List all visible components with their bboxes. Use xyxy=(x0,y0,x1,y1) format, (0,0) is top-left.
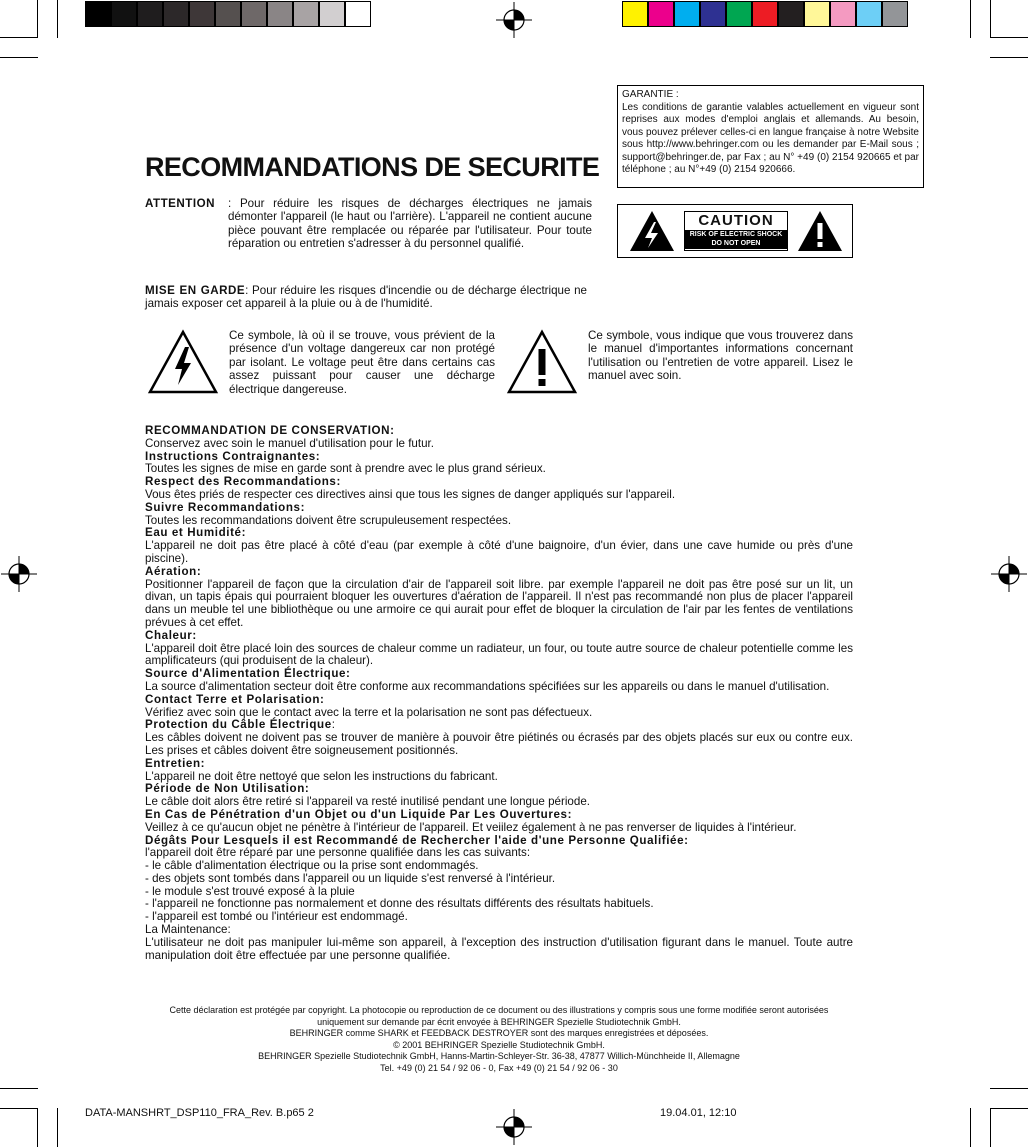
registration-mark-top-icon xyxy=(496,2,532,38)
color-swatch xyxy=(778,1,804,27)
color-swatch xyxy=(111,1,137,27)
section-text: Conservez avec soin le manuel d'utilisation pour le futur. xyxy=(145,436,434,450)
registration-mark-left-icon xyxy=(1,556,37,592)
section-heading: Période de Non Utilisation: xyxy=(145,782,310,796)
section-text: Positionner l'appareil de façon que la circulation d'air de l'appareil soit libre. par exemple l'appareil ne doit pas être posé sur un lit, un divan, un tapis épais qui pourraient bloquer les ouvertures d'aération de l'appareil. Il n'est pas recommandé non plus de placer l'appareil dans un meuble tel une bibliothèque ou une armoire ce qui aurait pour effet de bloquer la circulation de l'air par les fentes de ventilations prévues à cet effet. xyxy=(145,577,853,629)
caution-text-box xyxy=(684,211,788,251)
list-item: - des objets sont tombés dans l'appareil ou un liquide s'est renversé à l'intérieur. xyxy=(145,871,556,885)
section-text: Toutes les signes de mise en garde sont à prendre avec le plus grand sérieux. xyxy=(145,462,546,476)
color-swatch xyxy=(267,1,293,27)
color-swatch xyxy=(648,1,674,27)
section-heading: Aération: xyxy=(145,564,202,578)
caution-title: CAUTION xyxy=(698,212,774,229)
section-heading: Chaleur: xyxy=(145,628,197,642)
registration-mark-bottom-icon xyxy=(496,1109,532,1145)
section-text: Veillez à ce qu'aucun objet ne pénètre à l'intérieur de l'appareil. Et veiilez également à ne pas renverser de liquides à l'intérieur. xyxy=(145,820,797,834)
color-swatch xyxy=(882,1,908,27)
exclamation-triangle-icon xyxy=(796,209,844,253)
color-swatch xyxy=(622,1,648,27)
mise-en-garde-label: MISE EN GARDE xyxy=(145,284,246,297)
caution-label xyxy=(617,204,853,258)
mise-en-garde-text: : Pour réduire les risques d'incendie ou de décharge électrique ne jamais exposer cet appareil à la pluie ou à de l'humidité. xyxy=(145,284,588,311)
file-slug: DATA-MANSHRT_DSP110_FRA_Rev. B.p65 2 xyxy=(85,1107,314,1119)
footer-line: Cette déclaration est protégée par copyright. La photocopie ou reproduction de ce document ou des illustrations y compris sous une forme modifiée seront autorisées uniquement sur demande par écrit envoyée à BEHRINGER Spezielle Studiotechnik GmbH. xyxy=(169,1005,829,1027)
section-text: Les câbles doivent ne doivent pas se trouver de manière à pouvoir être piétinés ou écrasés par des objets placés sur eux ou contre eux. Les prises et câbles doivent être soigneusement positionnés. xyxy=(145,731,853,757)
warranty-heading: GARANTIE : xyxy=(622,89,679,100)
maintenance-heading: La Maintenance: xyxy=(145,923,231,937)
color-swatch xyxy=(189,1,215,27)
caution-line-1: RISK OF ELECTRIC SHOCK xyxy=(689,231,783,238)
color-swatch xyxy=(345,1,371,27)
attention-label: ATTENTION xyxy=(145,197,215,210)
copyright-footer xyxy=(145,1005,853,1075)
lightning-symbol-text: Ce symbole, là où il se trouve, vous prévient de la présence d'un voltage dangereux car non protégé par isolant. Le voltage peut être dans certains cas assez puissant pour causer une décharge électrique dangereuse. xyxy=(229,329,495,396)
color-swatch xyxy=(752,1,778,27)
section-heading: En Cas de Pénétration d'un Objet ou d'un Liquide Par Les Ouvertures: xyxy=(145,807,573,821)
gray-calibration-bar xyxy=(85,1,371,27)
footer-line: BEHRINGER Spezielle Studiotechnik GmbH, Hanns-Martin-Schleyer-Str. 36-38, 47877 Willich-Münchheide II, Allemagne xyxy=(258,1051,740,1062)
color-swatch xyxy=(726,1,752,27)
section-heading: Dégâts Pour Lesquels il est Recommandé de Rechercher l'aide d'une Personne Qualifiée: xyxy=(145,833,689,847)
section-heading: Suivre Recommandations: xyxy=(145,500,306,514)
exclamation-symbol-icon xyxy=(506,329,578,395)
footer-line: BEHRINGER comme SHARK et FEEDBACK DESTROYER sont des marques enregistrées et déposées. xyxy=(289,1028,709,1039)
lightning-triangle-icon xyxy=(628,209,676,253)
safety-sections xyxy=(145,425,853,962)
color-swatch xyxy=(856,1,882,27)
maintenance-text: L'utilisateur ne doit pas manipuler lui-même son appareil, à l'exception des instruction d'utilisation figurant dans le manuel. Toute autre manipulation doit être effectuée par une personne qualifiée. xyxy=(145,935,853,962)
section-text: La source d'alimentation secteur doit être conforme aux recommandations spécifiées sur les appareils ou dans le manuel d'utilisation. xyxy=(145,679,830,693)
section-text: Vérifiez avec soin que le contact avec la terre et la polarisation ne sont pas défectueux. xyxy=(145,705,593,719)
section-heading: Instructions Contraignantes: xyxy=(145,449,321,463)
section-text: Toutes les recommandations doivent être scrupuleusement respectées. xyxy=(145,513,512,527)
section-text: Vous êtes priés de respecter ces directives ainsi que tous les signes de danger appliqués sur l'appareil. xyxy=(145,487,676,501)
color-swatch xyxy=(85,1,111,27)
footer-line: Tel. +49 (0) 21 54 / 92 06 - 0, Fax +49 (0) 21 54 / 92 06 - 30 xyxy=(380,1062,618,1073)
color-swatch xyxy=(319,1,345,27)
section-text: Le câble doit alors être retiré si l'appareil va resté inutilisé pendant une longue période. xyxy=(145,795,590,809)
section-heading: Eau et Humidité: xyxy=(145,526,247,540)
color-swatch xyxy=(215,1,241,27)
attention-paragraph xyxy=(145,197,592,251)
list-item: - l'appareil est tombé ou l'intérieur est endommagé. xyxy=(145,910,408,924)
section-heading: Source d'Alimentation Électrique: xyxy=(145,667,351,681)
color-swatch xyxy=(241,1,267,27)
section-heading: Entretien: xyxy=(145,756,206,770)
section-text: L'appareil ne doit pas être placé à côté d'eau (par exemple à côté d'une baignoire, d'un évier, dans une cave humide ou près d'une piscine). xyxy=(145,539,853,565)
color-swatch xyxy=(293,1,319,27)
warranty-text: Les conditions de garantie valables actuellement en vigueur sont reprises aux modes d'emploi anglais et allemands. Au besoin, vous pouvez prélever celles-ci en langue française à notre Website sous http://www.behringer.com ou les demander par E-Mail sous ; support@behringer.de, par Fax ; au N° +49 (0) 2154 920665 et par téléphone ; au N°+49 (0) 2154 920666. xyxy=(622,101,919,175)
section-text: L'appareil doit être placé loin des sources de chaleur comme un radiateur, un four, ou toute autre source de chaleur potentielle comme les amplificateurs (qui produisent de la chaleur). xyxy=(145,641,853,668)
color-swatch xyxy=(830,1,856,27)
color-swatch xyxy=(137,1,163,27)
caution-line-2: DO NOT OPEN xyxy=(711,240,761,247)
list-item: - le câble d'alimentation électrique ou la prise sont endommagés. xyxy=(145,859,479,873)
section-heading: Contact Terre et Polarisation: xyxy=(145,692,325,706)
color-swatch xyxy=(700,1,726,27)
attention-text: : Pour réduire les risques de décharges électriques ne jamais démonter l'appareil (le haut ou l'arrière). L'appareil ne contient aucune pièce pouvant être remplacée ou réparée par l'utilisateur. Pour toute réparation ou entretien s'adresser à du personnel qualifié. xyxy=(228,197,592,251)
lightning-symbol-icon xyxy=(147,329,219,395)
mise-en-garde-paragraph xyxy=(145,284,587,311)
registration-mark-right-icon xyxy=(991,556,1027,592)
color-swatch xyxy=(674,1,700,27)
color-calibration-bar xyxy=(622,1,908,27)
file-timestamp: 19.04.01, 12:10 xyxy=(660,1107,737,1119)
color-swatch xyxy=(163,1,189,27)
page-title: RECOMMANDATIONS DE SECURITE xyxy=(145,152,600,182)
footer-line: © 2001 BEHRINGER Spezielle Studiotechnik GmbH. xyxy=(393,1039,605,1050)
warranty-box xyxy=(617,85,924,188)
color-swatch xyxy=(804,1,830,27)
list-item: - l'appareil ne fonctionne pas normalement et donne des résultats différents des résultats habituels. xyxy=(145,897,654,911)
exclamation-symbol-text: Ce symbole, vous indique que vous trouverez dans le manuel d'importantes informations concernant l'utilisation ou l'entretien de votre appareil. Lisez le manuel avec soin. xyxy=(588,329,853,383)
list-item: - le module s'est trouvé exposé à la pluie xyxy=(145,884,355,898)
caution-warning-band xyxy=(685,230,787,249)
section-text: l'appareil doit être réparé par une personne qualifiée dans les cas suivants: xyxy=(145,846,531,860)
section-heading: Respect des Recommandations: xyxy=(145,475,341,489)
section-heading: RECOMMANDATION DE CONSERVATION: xyxy=(145,424,395,437)
section-text: L'appareil ne doit être nettoyé que selon les instructions du fabricant. xyxy=(145,769,498,783)
section-heading: Protection du Câble Électrique: xyxy=(145,718,336,732)
